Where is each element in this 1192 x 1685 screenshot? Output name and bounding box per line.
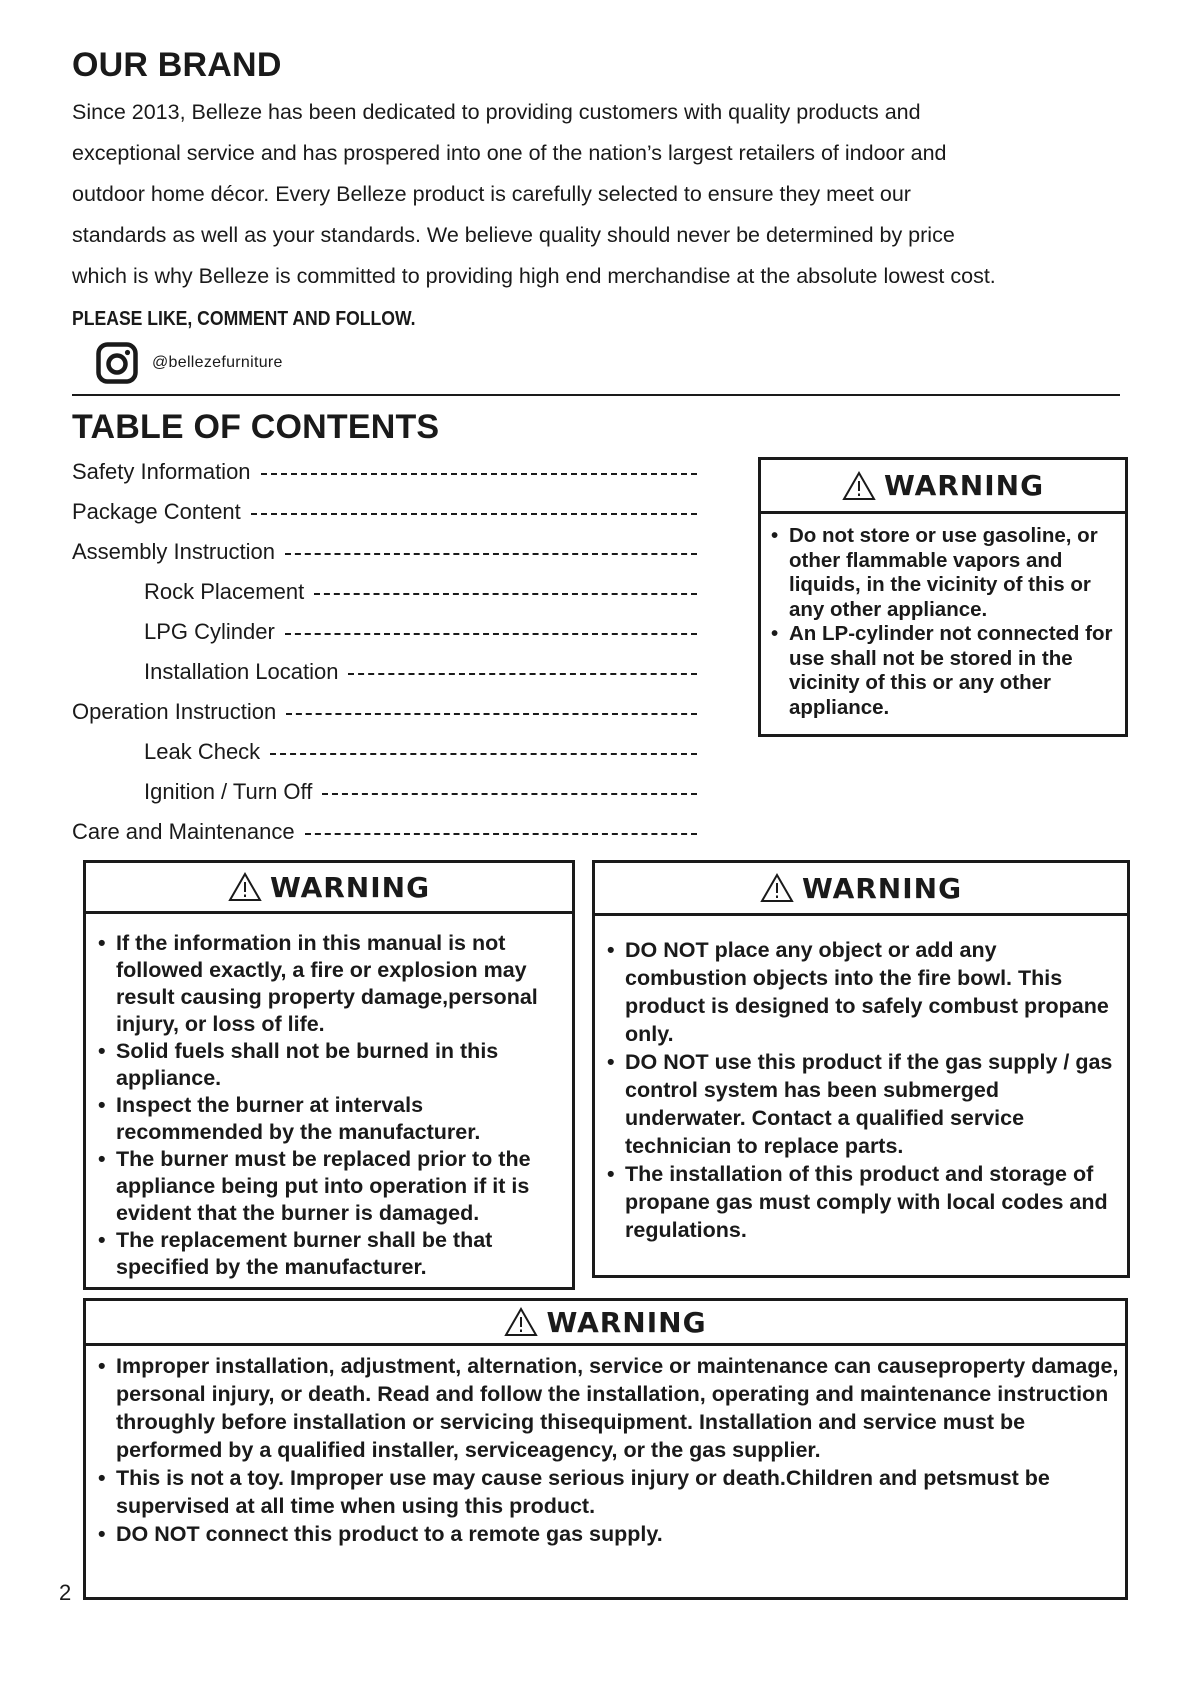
warning-header: [86, 1301, 1125, 1346]
warning-title: WARNING: [269, 870, 431, 904]
brand-line: standards as well as your standards. We believe quality should never be determined by price: [72, 223, 955, 247]
toc-subitem: [72, 772, 697, 812]
brand-line: outdoor home décor. Every Belleze product is carefully selected to ensure they meet our: [72, 182, 911, 206]
toc-item-label: Installation Location: [144, 659, 339, 684]
toc-item: [72, 532, 697, 572]
instagram-icon: [96, 342, 138, 384]
follow-callout: PLEASE LIKE, COMMENT AND FOLLOW.: [72, 308, 416, 330]
warning-title: WARNING: [883, 469, 1045, 502]
warning-triangle-icon: [760, 873, 794, 903]
warning-item: • The installation of this product and storage of propane gas must comply with local codes and regulations.: [607, 1160, 1123, 1244]
warning-item: • DO NOT use this product if the gas supply / gas control system has been submerged underwater. Contact a qualified service technician to replace parts.: [607, 1048, 1123, 1160]
toc-leader: [348, 673, 697, 675]
warning-item: • An LP-cylinder not connected for use shall not be stored in the vicinity of this or any other appliance.: [771, 622, 1117, 720]
toc-subitem: [72, 652, 697, 692]
toc-item-label: Operation Instruction: [72, 699, 277, 724]
warning-title: WARNING: [546, 1305, 707, 1339]
warning-box-flammable: [758, 457, 1128, 737]
warning-item: • DO NOT connect this product to a remote gas supply.: [98, 1520, 1119, 1548]
warning-item: • Do not store or use gasoline, or other flammable vapors and liquids, in the vicinity of this or any other appliance.: [771, 524, 1117, 622]
warning-header: [595, 863, 1127, 916]
warning-triangle-icon: [842, 471, 876, 501]
warning-item: • This is not a toy. Improper use may cause serious injury or death.Children and petsmust be supervised at all time when using this product.: [98, 1464, 1119, 1520]
section-divider: [72, 394, 1120, 396]
warning-item: • If the information in this manual is not followed exactly, a fire or explosion may result causing property damage,personal injury, or loss of life.: [98, 930, 566, 1038]
toc-item-label: Leak Check: [144, 739, 261, 764]
warning-box-manual: [83, 860, 575, 1290]
toc-title: TABLE OF CONTENTS: [72, 408, 440, 446]
toc-item-label: Assembly Instruction: [72, 539, 275, 564]
toc-item-label: Ignition / Turn Off: [144, 779, 313, 804]
toc-item-label: Rock Placement: [144, 579, 305, 604]
warning-item: • DO NOT place any object or add any combustion objects into the fire bowl. This product is designed to safely combust propane only.: [607, 936, 1123, 1048]
warning-item: • Inspect the burner at intervals recommended by the manufacturer.: [98, 1092, 566, 1146]
toc-item: [72, 452, 697, 492]
warning-header: [86, 863, 572, 914]
toc-leader: [285, 553, 697, 555]
toc-item: [72, 492, 697, 532]
toc-leader: [285, 633, 697, 635]
warning-triangle-icon: [504, 1307, 538, 1337]
brand-line: which is why Belleze is committed to providing high end merchandise at the absolute lowest cost.: [72, 264, 996, 288]
warning-item: • The replacement burner shall be that specified by the manufacturer.: [98, 1227, 566, 1281]
warning-item: • Solid fuels shall not be burned in this appliance.: [98, 1038, 566, 1092]
table-of-contents: [72, 452, 697, 852]
toc-leader: [286, 713, 697, 715]
brand-line: Since 2013, Belleze has been dedicated to providing customers with quality products and: [72, 100, 921, 124]
toc-item: [72, 812, 697, 852]
toc-leader: [251, 513, 697, 515]
warning-box-objects: [592, 860, 1130, 1278]
warning-header: [761, 460, 1125, 514]
toc-item-label: Package Content: [72, 499, 241, 524]
brand-description: [72, 92, 1132, 297]
page-number: 2: [59, 1580, 72, 1605]
brand-title: OUR BRAND: [72, 46, 282, 84]
toc-leader: [314, 593, 697, 595]
warning-title: WARNING: [801, 871, 963, 905]
toc-leader: [261, 473, 697, 475]
toc-subitem: [72, 732, 697, 772]
toc-leader: [305, 833, 697, 835]
toc-item: [72, 692, 697, 732]
social-handle: [96, 342, 283, 384]
toc-item-label: Care and Maintenance: [72, 819, 295, 844]
toc-subitem: [72, 572, 697, 612]
toc-leader: [322, 793, 697, 795]
toc-subitem: [72, 612, 697, 652]
warning-item: • The burner must be replaced prior to the appliance being put into operation if it is evident that the burner is damaged.: [98, 1146, 566, 1227]
toc-leader: [270, 753, 697, 755]
instagram-handle: @bellezefurniture: [152, 354, 283, 371]
brand-line: exceptional service and has prospered into one of the nation’s largest retailers of indoor and: [72, 141, 947, 165]
warning-box-installation: [83, 1298, 1128, 1600]
toc-item-label: LPG Cylinder: [144, 619, 275, 644]
toc-item-label: Safety Information: [72, 459, 251, 484]
warning-item: • Improper installation, adjustment, alternation, service or maintenance can causeproperty damage, personal injury, or death. Read and follow the installation, operating and maintenance instruction throughly before installation or servicing thisequipment. Installation and service must be performed by a qualified installer, serviceagency, or the gas supplier.: [98, 1352, 1119, 1464]
warning-triangle-icon: [228, 872, 262, 902]
